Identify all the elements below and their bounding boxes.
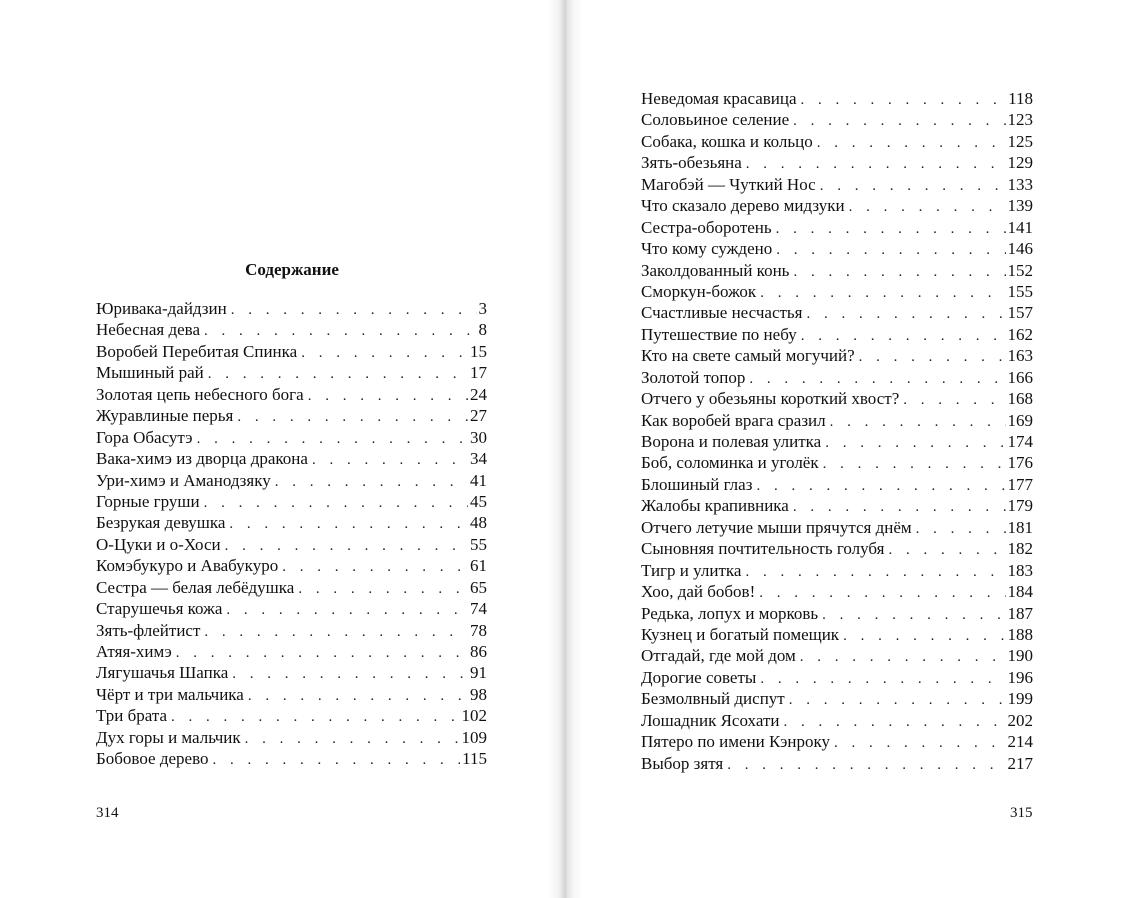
toc-entry <box>641 302 1033 323</box>
toc-entry-page: 174 <box>1007 432 1033 451</box>
toc-list-left <box>96 298 487 770</box>
toc-entry <box>641 452 1033 473</box>
page-number-right: 315 <box>1010 805 1033 821</box>
toc-entry-title: Редька, лопух и морковь <box>641 603 819 623</box>
toc-entry-page: 155 <box>1007 281 1033 301</box>
toc-entry-title: Что сказало дерево мидзуки <box>641 196 845 216</box>
toc-entry <box>641 581 1033 602</box>
toc-entry <box>641 238 1033 259</box>
toc-entry-page: 86 <box>470 642 487 661</box>
toc-entry-title: Горные груши <box>96 491 200 511</box>
toc-entry-title: Лошадник Ясохати <box>641 710 780 730</box>
toc-entry-page: 139 <box>1007 196 1033 216</box>
toc-entry <box>641 645 1033 666</box>
toc-entry-page: 146 <box>1007 239 1033 259</box>
toc-dot-leader <box>843 626 1005 647</box>
toc-dot-leader <box>176 643 468 664</box>
toc-entry <box>96 534 487 555</box>
page-number-left: 314 <box>96 805 119 821</box>
toc-entry-title: Юривака-дайдзин <box>96 299 227 318</box>
toc-entry <box>641 710 1033 731</box>
toc-entry <box>641 174 1033 195</box>
toc-dot-leader <box>212 750 460 771</box>
toc-dot-leader <box>834 733 1005 754</box>
toc-dot-leader <box>171 707 459 728</box>
toc-entry-title: Путешествие по небу <box>641 324 797 344</box>
toc-dot-leader <box>776 219 1006 240</box>
toc-entry-title: Дорогие советы <box>641 667 757 687</box>
toc-entry-page: 190 <box>1007 646 1033 666</box>
toc-dot-leader <box>746 154 1006 175</box>
toc-entry-title: Магобэй — Чуткий Нос <box>641 174 816 194</box>
toc-entry-page: 78 <box>470 620 487 640</box>
toc-entry-title: Кто на свете самый могучий? <box>641 346 855 366</box>
toc-heading: Содержание <box>245 260 339 279</box>
toc-entry <box>641 109 1033 130</box>
toc-dot-leader <box>204 622 468 643</box>
toc-dot-leader <box>275 472 468 493</box>
toc-entry-title: Заколдованный конь <box>641 260 790 280</box>
toc-entry <box>641 560 1033 581</box>
toc-dot-leader <box>916 519 1006 540</box>
toc-entry-page: 169 <box>1007 410 1033 430</box>
toc-entry <box>641 410 1033 431</box>
toc-entry <box>641 324 1033 345</box>
toc-entry-title: Неведомая красавица <box>641 89 797 108</box>
toc-entry <box>641 88 1033 109</box>
toc-entry <box>96 705 487 726</box>
toc-entry-page: 187 <box>1007 603 1033 623</box>
toc-entry-title: Пятеро по имени Кэнроку <box>641 732 831 752</box>
toc-entry <box>96 598 487 619</box>
toc-dot-leader <box>793 262 1005 283</box>
toc-entry-page: 166 <box>1007 367 1033 387</box>
toc-entry-page: 182 <box>1007 539 1033 559</box>
toc-entry-page: 102 <box>461 706 487 726</box>
toc-entry-page: 3 <box>478 299 487 318</box>
toc-entry-page: 74 <box>470 599 487 619</box>
toc-dot-leader <box>783 712 1005 733</box>
toc-dot-leader <box>817 133 1006 154</box>
toc-entry-page: 15 <box>470 341 487 361</box>
toc-entry-title: Зять-обезьяна <box>641 153 742 173</box>
toc-entry <box>96 555 487 576</box>
toc-dot-leader <box>793 497 1006 518</box>
toc-entry-title: Сестра-оборотень <box>641 217 772 237</box>
toc-entry-title: Отчего у обезьяны короткий хвост? <box>641 389 900 409</box>
toc-entry <box>641 495 1033 516</box>
toc-entry <box>96 727 487 748</box>
toc-entry-page: 141 <box>1007 217 1033 237</box>
toc-entry-page: 24 <box>470 384 487 404</box>
toc-entry-page: 123 <box>1007 110 1033 130</box>
toc-entry-title: Воробей Перебитая Спинка <box>96 341 298 361</box>
toc-entry <box>641 474 1033 495</box>
toc-entry-page: 27 <box>470 406 487 426</box>
toc-dot-leader <box>888 540 1005 561</box>
toc-entry-title: Чёрт и три мальчика <box>96 684 244 704</box>
toc-entry-page: 183 <box>1007 560 1033 580</box>
toc-entry <box>641 217 1033 238</box>
toc-entry <box>641 195 1033 216</box>
toc-entry-page: 152 <box>1007 260 1033 280</box>
toc-entry-title: Боб, соломинка и уголёк <box>641 453 819 473</box>
toc-entry <box>96 319 487 340</box>
toc-dot-leader <box>859 347 1006 368</box>
toc-entry <box>641 731 1033 752</box>
toc-entry-title: Что кому суждено <box>641 239 773 259</box>
toc-entry <box>641 688 1033 709</box>
toc-entry <box>96 427 487 448</box>
toc-dot-leader <box>825 433 1005 454</box>
toc-entry <box>641 431 1033 452</box>
toc-entry-page: 55 <box>470 534 487 554</box>
toc-dot-leader <box>229 514 468 535</box>
toc-dot-leader <box>225 536 468 557</box>
toc-entry <box>96 748 487 769</box>
toc-entry-title: Журавлиные перья <box>96 406 234 426</box>
toc-entry-title: Отчего летучие мыши прячутся днём <box>641 517 912 537</box>
toc-entry <box>96 491 487 512</box>
toc-entry-title: Ури-химэ и Аманодзяку <box>96 470 271 490</box>
toc-entry-title: Соловьиное селение <box>641 110 790 130</box>
toc-dot-leader <box>776 240 1005 261</box>
toc-dot-leader <box>231 300 477 321</box>
toc-entry <box>641 281 1033 302</box>
toc-entry <box>96 620 487 641</box>
toc-dot-leader <box>823 454 1006 475</box>
toc-entry-page: 162 <box>1007 324 1033 344</box>
toc-dot-leader <box>760 283 1005 304</box>
toc-entry-page: 41 <box>470 470 487 490</box>
toc-dot-leader <box>245 729 460 750</box>
toc-entry-page: 125 <box>1007 131 1033 151</box>
toc-entry-page: 129 <box>1007 153 1033 173</box>
toc-dot-leader <box>298 579 468 600</box>
toc-entry-page: 17 <box>470 363 487 383</box>
toc-dot-leader <box>793 111 1005 132</box>
toc-entry-title: Сморкун-божок <box>641 281 757 301</box>
toc-entry-title: Счастливые несчастья <box>641 303 803 323</box>
toc-entry-page: 196 <box>1007 667 1033 687</box>
toc-dot-leader <box>727 755 1005 776</box>
toc-entry-page: 48 <box>470 513 487 533</box>
toc-entry-title: Кузнец и богатый помещик <box>641 624 840 644</box>
toc-dot-leader <box>301 343 468 364</box>
toc-entry-title: Как воробей врага сразил <box>641 410 826 430</box>
toc-entry <box>641 345 1033 366</box>
toc-dot-leader <box>759 583 1005 604</box>
toc-dot-leader <box>820 176 1006 197</box>
toc-entry-page: 199 <box>1007 689 1033 709</box>
toc-entry <box>96 641 487 662</box>
toc-dot-leader <box>237 407 468 428</box>
right-page <box>566 0 1133 898</box>
toc-entry <box>96 662 487 683</box>
toc-entry-page: 163 <box>1007 346 1033 366</box>
toc-dot-leader <box>830 412 1006 433</box>
toc-dot-leader <box>248 686 468 707</box>
toc-dot-leader <box>800 647 1006 668</box>
toc-entry-page: 133 <box>1007 174 1033 194</box>
toc-dot-leader <box>204 493 468 514</box>
toc-entry-page: 217 <box>1007 753 1033 773</box>
toc-entry <box>96 512 487 533</box>
toc-entry-title: Безрукая девушка <box>96 513 226 533</box>
toc-entry-title: Золотой топор <box>641 367 746 387</box>
toc-entry-title: Сыновняя почтительность голубя <box>641 539 885 559</box>
toc-dot-leader <box>760 669 1005 690</box>
toc-entry-title: Выбор зятя <box>641 753 724 773</box>
toc-entry-page: 118 <box>1008 89 1033 108</box>
toc-entry-page: 214 <box>1007 732 1033 752</box>
toc-dot-leader <box>208 364 468 385</box>
toc-dot-leader <box>822 605 1005 626</box>
toc-entry-title: Лягушачья Шапка <box>96 663 229 683</box>
toc-entry-title: Небесная дева <box>96 320 201 340</box>
toc-entry-page: 184 <box>1007 582 1033 602</box>
toc-entry-title: Отгадай, где мой дом <box>641 646 796 666</box>
toc-entry-page: 91 <box>470 663 487 683</box>
toc-entry-title: Тигр и улитка <box>641 560 742 580</box>
toc-entry <box>641 624 1033 645</box>
toc-entry-page: 181 <box>1007 517 1033 537</box>
toc-entry <box>96 362 487 383</box>
toc-dot-leader <box>745 562 1005 583</box>
toc-entry <box>641 131 1033 152</box>
toc-entry <box>641 260 1033 281</box>
toc-entry-page: 176 <box>1007 453 1033 473</box>
toc-entry <box>96 470 487 491</box>
toc-entry-title: Гора Обасутэ <box>96 427 193 447</box>
toc-entry-page: 177 <box>1007 474 1033 494</box>
toc-entry-page: 188 <box>1007 624 1033 644</box>
toc-dot-leader <box>308 386 468 407</box>
toc-dot-leader <box>903 390 1005 411</box>
toc-entry-title: Три брата <box>96 706 168 726</box>
toc-entry <box>96 405 487 426</box>
toc-dot-leader <box>197 429 468 450</box>
toc-entry <box>641 388 1033 409</box>
toc-entry-title: Бобовое дерево <box>96 749 209 769</box>
toc-entry-title: О-Цуки и о-Хоси <box>96 534 221 554</box>
toc-entry-page: 109 <box>461 727 487 747</box>
toc-entry <box>96 384 487 405</box>
toc-entry-title: Дух горы и мальчик <box>96 727 241 747</box>
toc-entry-page: 115 <box>462 749 487 769</box>
toc-entry-page: 34 <box>470 449 487 469</box>
toc-dot-leader <box>749 369 1005 390</box>
toc-list-right <box>641 88 1033 774</box>
toc-dot-leader <box>312 450 468 471</box>
toc-entry-page: 45 <box>470 491 487 511</box>
toc-entry-page: 157 <box>1007 303 1033 323</box>
toc-dot-leader <box>226 600 468 621</box>
toc-entry <box>641 152 1033 173</box>
toc-entry <box>96 341 487 362</box>
toc-dot-leader <box>789 690 1006 711</box>
toc-entry-page: 61 <box>470 556 487 576</box>
left-page <box>0 0 556 898</box>
toc-entry-title: Старушечья кожа <box>96 599 223 619</box>
toc-dot-leader <box>801 90 1007 111</box>
toc-dot-leader <box>282 557 468 578</box>
toc-entry-page: 8 <box>478 320 487 340</box>
toc-dot-leader <box>756 476 1005 497</box>
toc-entry-title: Безмолвный диспут <box>641 689 785 709</box>
toc-entry-page: 202 <box>1007 710 1033 730</box>
toc-entry-title: Собака, кошка и кольцо <box>641 131 813 151</box>
toc-dot-leader <box>801 326 1006 347</box>
toc-entry <box>641 603 1033 624</box>
toc-entry-title: Блошиный глаз <box>641 474 753 494</box>
toc-entry-title: Атяя-химэ <box>96 642 172 661</box>
toc-entry-title: Вака-химэ из дворца дракона <box>96 449 308 469</box>
toc-entry-title: Хоо, дай бобов! <box>641 582 756 602</box>
toc-dot-leader <box>807 304 1006 325</box>
toc-entry-title: Комэбукуро и Авабукуро <box>96 556 279 576</box>
toc-dot-leader <box>204 321 476 342</box>
toc-entry-page: 65 <box>470 577 487 597</box>
toc-entry <box>641 753 1033 774</box>
toc-entry <box>96 448 487 469</box>
toc-entry-title: Мышиный рай <box>96 363 204 383</box>
toc-entry <box>641 517 1033 538</box>
toc-entry-title: Ворона и полевая улитка <box>641 432 822 451</box>
toc-entry-page: 98 <box>470 684 487 704</box>
toc-entry <box>641 538 1033 559</box>
toc-entry-page: 179 <box>1007 496 1033 516</box>
toc-entry <box>96 298 487 319</box>
toc-entry <box>96 577 487 598</box>
toc-entry-page: 168 <box>1007 389 1033 409</box>
toc-entry <box>96 684 487 705</box>
toc-entry-title: Сестра — белая лебёдушка <box>96 577 295 597</box>
toc-dot-leader <box>232 664 468 685</box>
toc-entry-title: Жалобы крапивника <box>641 496 789 516</box>
toc-entry <box>641 667 1033 688</box>
toc-entry-title: Зять-флейтист <box>96 620 201 640</box>
toc-entry-title: Золотая цепь небесного бога <box>96 384 304 404</box>
toc-entry <box>641 367 1033 388</box>
toc-entry-page: 30 <box>470 427 487 447</box>
toc-dot-leader <box>849 197 1006 218</box>
